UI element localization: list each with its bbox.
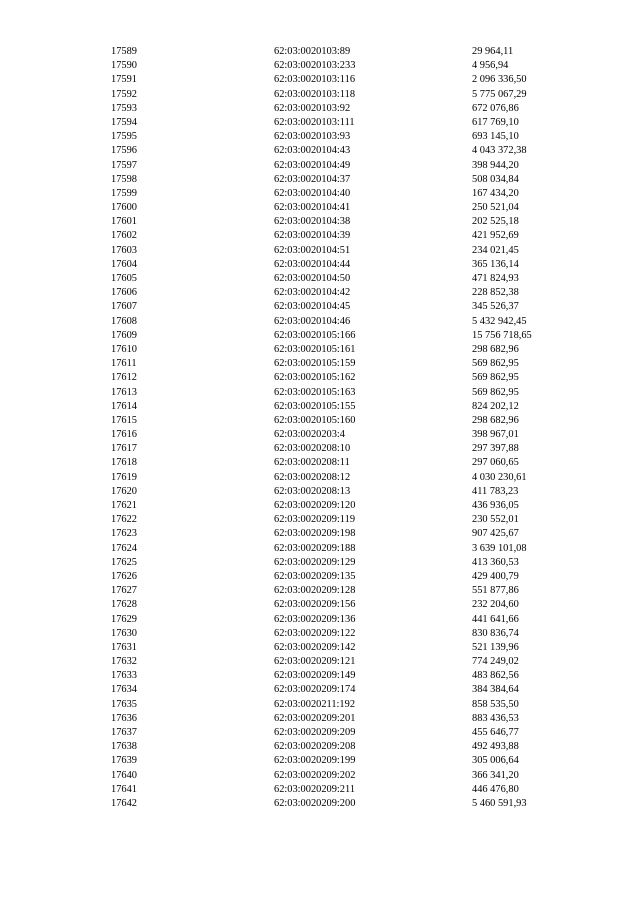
value-amount: 232 204,60 [472, 599, 519, 611]
value-amount: 693 145,10 [472, 131, 519, 143]
value-amount: 436 936,05 [472, 500, 519, 511]
row-number: 17610 [111, 343, 137, 355]
value-amount: 907 425,67 [472, 528, 519, 540]
cadastral-number: 62:03:0020105:161 [274, 343, 356, 355]
value-amount: 446 476,80 [472, 783, 519, 795]
row-number: 17641 [111, 783, 137, 795]
table-row [111, 215, 591, 229]
value-amount: 298 682,96 [472, 343, 519, 355]
row-number: 17619 [111, 471, 137, 483]
value-amount: 365 136,14 [472, 258, 519, 270]
cadastral-number: 62:03:0020209:122 [274, 627, 356, 639]
row-number: 17607 [111, 301, 137, 313]
value-amount: 202 525,18 [472, 216, 519, 228]
value-amount: 508 034,84 [472, 173, 519, 185]
value-amount: 471 824,93 [472, 273, 519, 284]
value-amount: 411 783,23 [472, 485, 519, 497]
table-row [111, 258, 591, 272]
table-row [111, 655, 591, 669]
row-number: 17634 [111, 684, 137, 696]
value-amount: 774 249,02 [472, 656, 519, 668]
cadastral-number: 62:03:0020209:119 [274, 514, 356, 526]
table-row [111, 45, 591, 59]
table-row [111, 59, 591, 73]
cadastral-number: 62:03:0020104:50 [274, 273, 351, 284]
value-amount: 617 769,10 [472, 116, 519, 128]
row-number: 17589 [111, 46, 137, 57]
table-row [111, 428, 591, 442]
row-number: 17618 [111, 457, 137, 469]
cadastral-number: 62:03:0020104:41 [274, 202, 351, 214]
value-amount: 5 460 591,93 [472, 797, 527, 809]
cadastral-number: 62:03:0020203:4 [274, 429, 346, 441]
table-row [111, 797, 591, 811]
value-amount: 4 956,94 [472, 60, 509, 72]
table-row [111, 130, 591, 144]
table-row [111, 286, 591, 300]
cadastral-number: 62:03:0020104:40 [274, 187, 351, 199]
value-amount: 4 030 230,61 [472, 471, 527, 483]
value-amount: 366 341,20 [472, 769, 519, 781]
value-amount: 883 436,53 [472, 712, 519, 724]
cadastral-number: 62:03:0020104:49 [274, 159, 351, 171]
cadastral-number: 62:03:0020209:200 [274, 797, 356, 809]
table-row [111, 683, 591, 697]
table-row [111, 173, 591, 187]
row-number: 17642 [111, 797, 137, 809]
row-number: 17632 [111, 656, 137, 668]
cadastral-number: 62:03:0020105:166 [274, 329, 356, 341]
value-amount: 421 952,69 [472, 230, 519, 242]
cadastral-number: 62:03:0020104:44 [274, 258, 351, 270]
cadastral-number: 62:03:0020209:142 [274, 641, 356, 653]
row-number: 17598 [111, 173, 137, 185]
row-number: 17630 [111, 627, 137, 639]
table-row [111, 584, 591, 598]
value-amount: 858 535,50 [472, 698, 519, 710]
table-row [111, 88, 591, 102]
row-number: 17620 [111, 485, 137, 497]
cadastral-number: 62:03:0020209:156 [274, 599, 356, 611]
table-row [111, 740, 591, 754]
table-row [111, 712, 591, 726]
table-row [111, 229, 591, 243]
cadastral-number: 62:03:0020208:10 [274, 443, 351, 455]
row-number: 17590 [111, 60, 137, 72]
row-number: 17635 [111, 698, 137, 710]
row-number: 17597 [111, 159, 137, 171]
value-amount: 297 060,65 [472, 457, 519, 469]
row-number: 17622 [111, 514, 137, 526]
row-number: 17603 [111, 244, 137, 256]
value-amount: 398 944,20 [472, 159, 519, 171]
row-number: 17631 [111, 641, 137, 653]
cadastral-number: 62:03:0020105:159 [274, 358, 356, 370]
table-row [111, 272, 591, 286]
value-amount: 492 493,88 [472, 741, 519, 753]
cadastral-number: 62:03:0020104:51 [274, 244, 351, 256]
cadastral-number: 62:03:0020105:163 [274, 386, 356, 398]
table-row [111, 357, 591, 371]
row-number: 17639 [111, 755, 137, 767]
cadastral-number: 62:03:0020209:188 [274, 542, 356, 554]
cadastral-number: 62:03:0020103:93 [274, 131, 351, 143]
cadastral-number: 62:03:0020208:13 [274, 485, 351, 497]
value-amount: 824 202,12 [472, 400, 519, 412]
value-amount: 2 096 336,50 [472, 74, 527, 86]
table-row [111, 598, 591, 612]
value-amount: 551 877,86 [472, 585, 519, 597]
row-number: 17591 [111, 74, 137, 86]
value-amount: 298 682,96 [472, 414, 519, 426]
cadastral-number: 62:03:0020209:136 [274, 613, 356, 625]
cadastral-number: 62:03:0020208:12 [274, 471, 351, 483]
cadastral-number: 62:03:0020104:45 [274, 301, 351, 313]
table-row [111, 329, 591, 343]
table-row [111, 244, 591, 258]
cadastral-number: 62:03:0020104:43 [274, 145, 351, 157]
cadastral-number: 62:03:0020209:149 [274, 670, 356, 682]
value-amount: 15 756 718,65 [472, 329, 532, 341]
row-number: 17640 [111, 769, 137, 781]
row-number: 17615 [111, 414, 137, 426]
row-number: 17604 [111, 258, 137, 270]
row-number: 17623 [111, 528, 137, 540]
table-row [111, 187, 591, 201]
data-table [111, 45, 591, 811]
cadastral-number: 62:03:0020104:39 [274, 230, 351, 242]
cadastral-number: 62:03:0020209:120 [274, 500, 356, 511]
row-number: 17611 [111, 358, 137, 370]
row-number: 17595 [111, 131, 137, 143]
row-number: 17636 [111, 712, 137, 724]
cadastral-number: 62:03:0020209:199 [274, 755, 356, 767]
row-number: 17629 [111, 613, 137, 625]
table-row [111, 499, 591, 513]
cadastral-number: 62:03:0020209:128 [274, 585, 356, 597]
table-row [111, 102, 591, 116]
table-row [111, 300, 591, 314]
table-row [111, 400, 591, 414]
value-amount: 297 397,88 [472, 443, 519, 455]
table-row [111, 613, 591, 627]
row-number: 17594 [111, 116, 137, 128]
row-number: 17602 [111, 230, 137, 242]
cadastral-number: 62:03:0020105:155 [274, 400, 356, 412]
table-row [111, 485, 591, 499]
value-amount: 384 384,64 [472, 684, 519, 696]
row-number: 17626 [111, 570, 137, 582]
row-number: 17612 [111, 372, 137, 384]
table-row [111, 159, 591, 173]
row-number: 17596 [111, 145, 137, 157]
table-row [111, 442, 591, 456]
row-number: 17614 [111, 400, 137, 412]
value-amount: 234 021,45 [472, 244, 519, 256]
table-row [111, 641, 591, 655]
row-number: 17621 [111, 500, 137, 511]
value-amount: 5 432 942,45 [472, 315, 527, 327]
row-number: 17600 [111, 202, 137, 214]
table-row [111, 513, 591, 527]
value-amount: 3 639 101,08 [472, 542, 527, 554]
row-number: 17633 [111, 670, 137, 682]
cadastral-number: 62:03:0020104:38 [274, 216, 351, 228]
value-amount: 483 862,56 [472, 670, 519, 682]
row-number: 17606 [111, 287, 137, 299]
value-amount: 5 775 067,29 [472, 88, 527, 100]
value-amount: 29 964,11 [472, 46, 514, 57]
table-row [111, 73, 591, 87]
cadastral-number: 62:03:0020208:11 [274, 457, 350, 469]
row-number: 17616 [111, 429, 137, 441]
cadastral-number: 62:03:0020209:129 [274, 556, 356, 568]
table-row [111, 556, 591, 570]
table-row [111, 669, 591, 683]
table-row [111, 116, 591, 130]
cadastral-number: 62:03:0020209:208 [274, 741, 356, 753]
cadastral-number: 62:03:0020104:42 [274, 287, 351, 299]
cadastral-number: 62:03:0020211:192 [274, 698, 356, 710]
row-number: 17627 [111, 585, 137, 597]
cadastral-number: 62:03:0020104:46 [274, 315, 351, 327]
value-amount: 4 043 372,38 [472, 145, 527, 157]
cadastral-number: 62:03:0020103:233 [274, 60, 356, 72]
value-amount: 455 646,77 [472, 727, 519, 738]
cadastral-number: 62:03:0020209:209 [274, 727, 356, 738]
table-row [111, 542, 591, 556]
row-number: 17624 [111, 542, 137, 554]
cadastral-number: 62:03:0020103:118 [274, 88, 356, 100]
table-row [111, 783, 591, 797]
row-number: 17599 [111, 187, 137, 199]
row-number: 17593 [111, 102, 137, 114]
value-amount: 441 641,66 [472, 613, 519, 625]
row-number: 17613 [111, 386, 137, 398]
table-row [111, 769, 591, 783]
value-amount: 569 862,95 [472, 358, 519, 370]
cadastral-number: 62:03:0020209:201 [274, 712, 356, 724]
table-row [111, 315, 591, 329]
value-amount: 672 076,86 [472, 102, 519, 114]
row-number: 17608 [111, 315, 137, 327]
table-row [111, 471, 591, 485]
table-row [111, 144, 591, 158]
row-number: 17605 [111, 273, 137, 284]
cadastral-number: 62:03:0020103:92 [274, 102, 351, 114]
table-row [111, 627, 591, 641]
value-amount: 521 139,96 [472, 641, 519, 653]
cadastral-number: 62:03:0020103:116 [274, 74, 356, 86]
value-amount: 230 552,01 [472, 514, 519, 526]
table-row [111, 343, 591, 357]
value-amount: 569 862,95 [472, 372, 519, 384]
cadastral-number: 62:03:0020209:202 [274, 769, 356, 781]
value-amount: 569 862,95 [472, 386, 519, 398]
row-number: 17617 [111, 443, 137, 455]
row-number: 17637 [111, 727, 137, 738]
value-amount: 228 852,38 [472, 287, 519, 299]
value-amount: 398 967,01 [472, 429, 519, 441]
cadastral-number: 62:03:0020105:160 [274, 414, 356, 426]
cadastral-number: 62:03:0020209:198 [274, 528, 356, 540]
cadastral-number: 62:03:0020103:89 [274, 46, 351, 57]
row-number: 17609 [111, 329, 137, 341]
table-row [111, 698, 591, 712]
table-row [111, 456, 591, 470]
cadastral-number: 62:03:0020209:135 [274, 570, 356, 582]
value-amount: 830 836,74 [472, 627, 519, 639]
table-row [111, 386, 591, 400]
table-row [111, 371, 591, 385]
value-amount: 167 434,20 [472, 187, 519, 199]
table-row [111, 414, 591, 428]
cadastral-number: 62:03:0020209:121 [274, 656, 356, 668]
row-number: 17625 [111, 556, 137, 568]
row-number: 17601 [111, 216, 137, 228]
table-row [111, 754, 591, 768]
cadastral-number: 62:03:0020104:37 [274, 173, 351, 185]
value-amount: 250 521,04 [472, 202, 519, 214]
table-row [111, 726, 591, 740]
value-amount: 413 360,53 [472, 556, 519, 568]
row-number: 17628 [111, 599, 137, 611]
row-number: 17638 [111, 741, 137, 753]
value-amount: 429 400,79 [472, 570, 519, 582]
table-row [111, 527, 591, 541]
cadastral-number: 62:03:0020209:174 [274, 684, 356, 696]
value-amount: 305 006,64 [472, 755, 519, 767]
cadastral-number: 62:03:0020105:162 [274, 372, 356, 384]
value-amount: 345 526,37 [472, 301, 519, 313]
table-row [111, 570, 591, 584]
cadastral-number: 62:03:0020103:111 [274, 116, 355, 128]
cadastral-number: 62:03:0020209:211 [274, 783, 356, 795]
row-number: 17592 [111, 88, 137, 100]
table-row [111, 201, 591, 215]
